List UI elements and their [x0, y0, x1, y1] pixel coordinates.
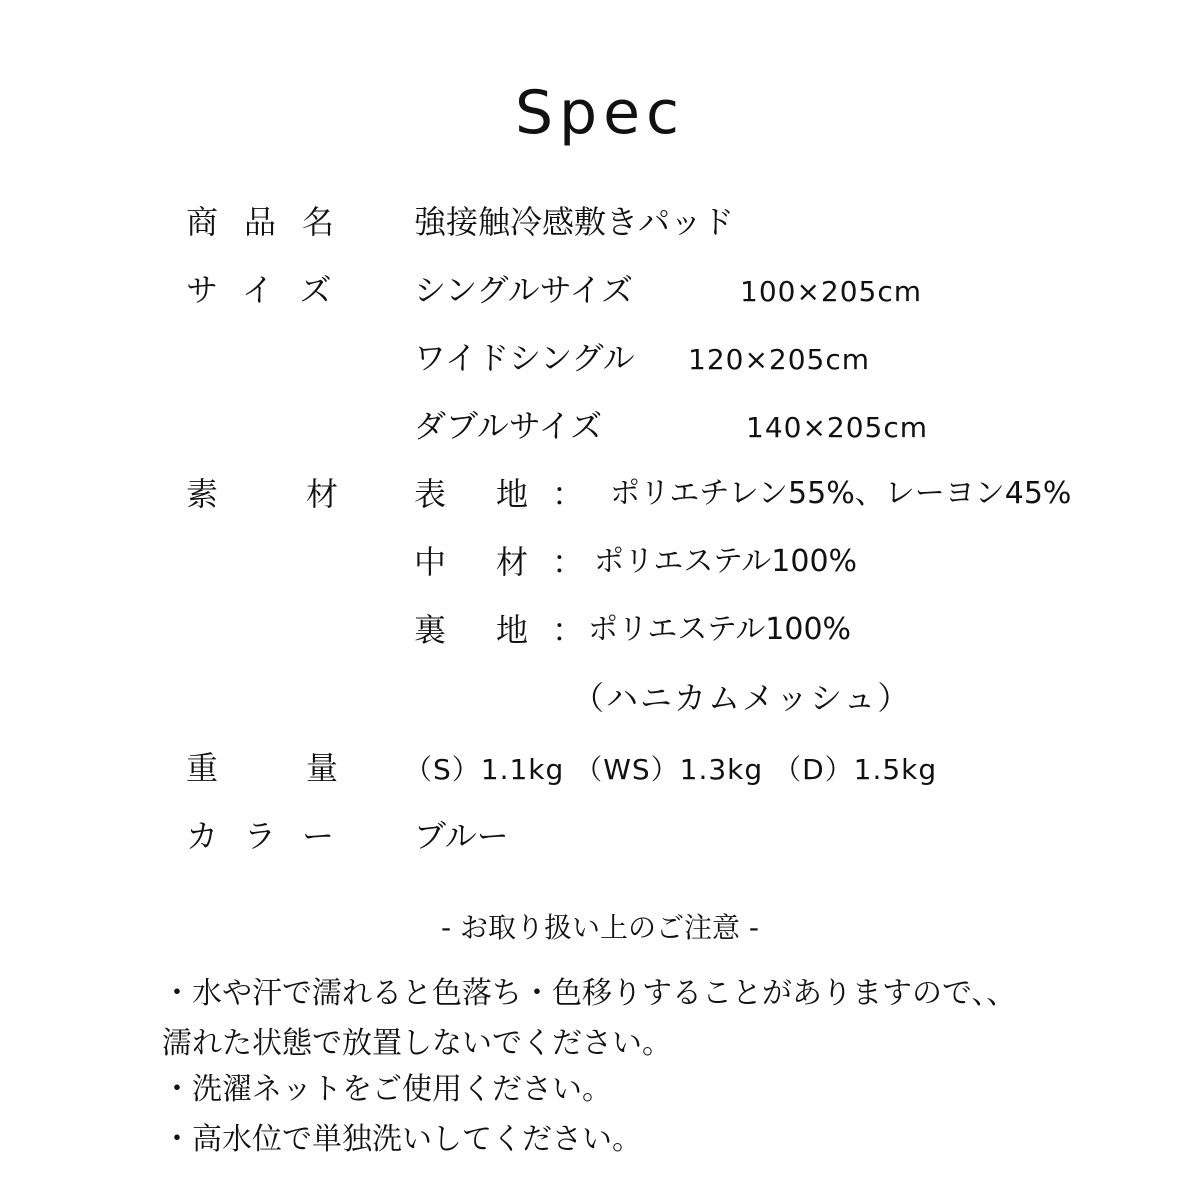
spec-label-color: カラー	[186, 817, 361, 855]
page-title: Spec	[514, 78, 686, 148]
material-value: ポリエステル100%	[594, 544, 858, 579]
spec-label-material-a: 素	[186, 475, 219, 513]
size-row-dims: 120×205cm	[688, 343, 871, 376]
size-row-name: ダブルサイズ	[414, 407, 603, 445]
caution-line: ・水や汗で濡れると色落ち・色移りすることがありますので、、	[162, 976, 1017, 1011]
material-sep: ：	[552, 475, 585, 513]
spec-label-material-b: 材	[306, 475, 339, 513]
material-part: 中	[414, 543, 447, 581]
size-row-dims: 140×205cm	[746, 411, 929, 444]
spec-value-name: 強接触冷感敷きパッド	[414, 203, 735, 241]
material-part: 裏	[414, 611, 447, 649]
material-sep: ：	[552, 611, 585, 649]
size-row-name: ワイドシングル	[414, 339, 635, 377]
spec-value-weight: （S）1.1kg （WS）1.3kg （D）1.5kg	[404, 753, 938, 786]
material-value: ポリエステル100%	[588, 612, 852, 647]
size-row-dims: 100×205cm	[740, 275, 923, 308]
material-part: 地	[496, 475, 529, 513]
material-value: ポリエチレン55%、レーヨン45%	[610, 476, 1072, 511]
material-part: 材	[496, 543, 529, 581]
caution-line: ・高水位で単独洗いしてください。	[162, 1122, 642, 1157]
caution-line: ・洗濯ネットをご使用ください。	[162, 1072, 612, 1107]
spec-label-weight-b: 量	[306, 749, 339, 787]
material-sep: ：	[552, 543, 585, 581]
spec-label-weight-a: 重	[186, 749, 219, 787]
size-row-name: シングルサイズ	[414, 271, 634, 309]
material-part: 地	[496, 611, 529, 649]
spec-label-size: サイズ	[186, 271, 358, 309]
spec-value-color: ブルー	[414, 817, 509, 855]
caution-line: 濡れた状態で放置しないでください。	[162, 1026, 672, 1061]
caution-title: - お取り扱い上のご注意 -	[440, 911, 759, 944]
material-note: （ハニカムメッシュ）	[572, 679, 912, 717]
material-part: 表	[414, 475, 447, 513]
spec-label-name: 商品名	[186, 203, 361, 241]
